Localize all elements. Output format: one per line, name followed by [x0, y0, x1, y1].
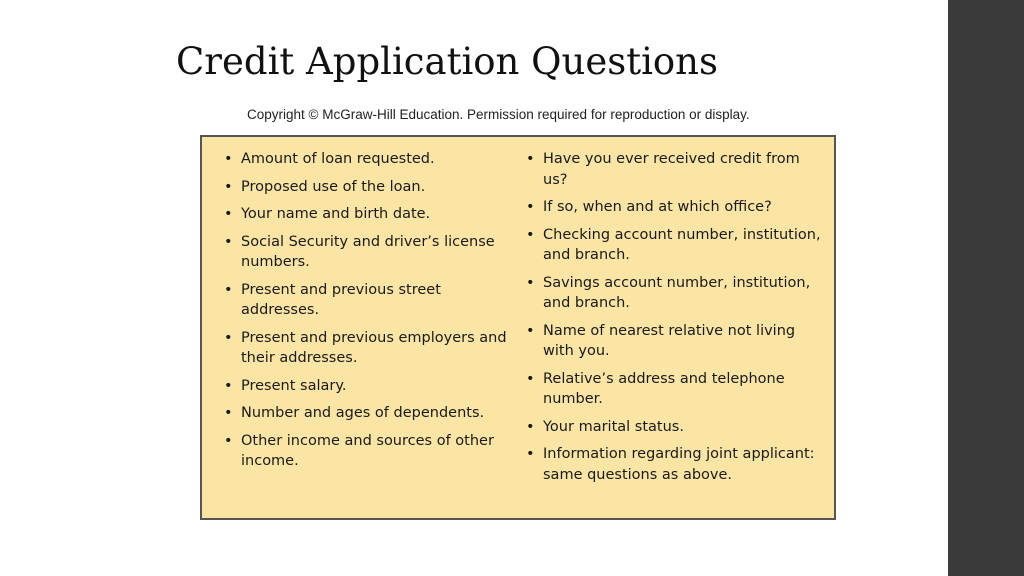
list-item — [224, 149, 514, 170]
bullet-icon: • — [224, 233, 233, 250]
bullet-icon: • — [526, 446, 535, 462]
question-text: Checking account number, institution, and branch. — [543, 226, 821, 263]
bullet-icon: • — [224, 329, 233, 346]
question-text: Savings account number, institution, and branch. — [543, 274, 811, 311]
list-item — [224, 328, 514, 369]
question-text: Have you ever received credit from us? — [543, 151, 800, 188]
question-text: Name of nearest relative not living with you. — [543, 322, 796, 359]
question-text: Amount of loan requested. — [241, 151, 435, 167]
slide-title: Credit Application Questions — [176, 40, 718, 83]
question-text: Present and previous employers and their addresses. — [241, 329, 507, 366]
list-item — [526, 369, 826, 410]
question-text: Information regarding joint applicant: same questions as above. — [543, 446, 815, 483]
bullet-icon: • — [526, 226, 535, 243]
question-text: Other income and sources of other income. — [241, 432, 494, 469]
list-item — [224, 204, 514, 225]
list-item — [224, 177, 514, 198]
bullet-icon: • — [526, 199, 535, 215]
list-item — [526, 321, 826, 362]
question-text: Your name and birth date. — [241, 206, 431, 222]
list-item — [224, 403, 514, 424]
bullet-icon: • — [224, 405, 233, 421]
bullet-icon: • — [224, 281, 233, 298]
list-item — [224, 376, 514, 397]
list-item — [224, 280, 514, 321]
bullet-icon: • — [526, 151, 535, 167]
question-text: Proposed use of the loan. — [241, 178, 426, 195]
question-text: Your marital status. — [543, 418, 684, 435]
bullet-icon: • — [526, 418, 535, 435]
bullet-icon: • — [526, 370, 535, 387]
left-question-list — [224, 149, 514, 479]
list-item — [526, 444, 826, 485]
bullet-icon: • — [526, 322, 535, 339]
copyright-notice: Copyright © McGraw-Hill Education. Permission required for reproduction or display. — [247, 107, 750, 122]
list-item — [526, 225, 826, 266]
list-item — [526, 197, 826, 218]
bullet-icon: • — [224, 151, 233, 167]
bullet-icon: • — [224, 377, 233, 394]
list-item — [224, 431, 514, 472]
bullet-icon: • — [224, 432, 233, 449]
bullet-icon: • — [526, 274, 535, 291]
list-item — [526, 417, 826, 438]
question-text: If so, when and at which office? — [543, 199, 772, 215]
side-decoration-bar — [948, 0, 1024, 576]
bullet-icon: • — [224, 178, 233, 195]
question-text: Present salary. — [241, 377, 347, 394]
right-question-list — [526, 149, 826, 492]
question-text: Number and ages of dependents. — [241, 405, 485, 421]
question-text: Relative’s address and telephone number. — [543, 370, 785, 407]
list-item — [526, 273, 826, 314]
list-item — [526, 149, 826, 190]
list-item — [224, 232, 514, 273]
bullet-icon: • — [224, 206, 233, 222]
question-text: Social Security and driver’s license numbers. — [241, 233, 495, 270]
question-text: Present and previous street addresses. — [241, 281, 441, 318]
questions-panel — [200, 135, 836, 520]
